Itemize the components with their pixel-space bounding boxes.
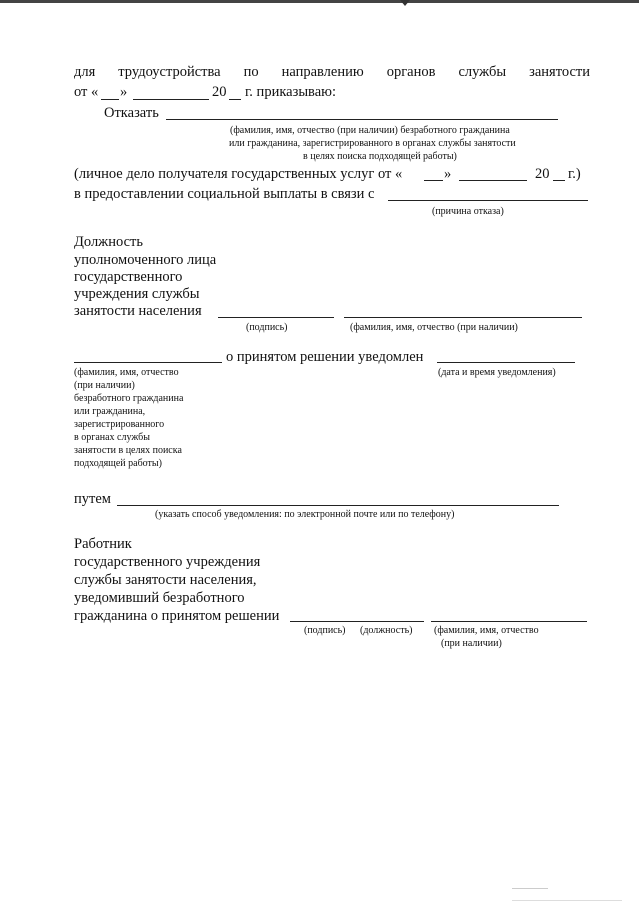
intro-day-blank[interactable]: [101, 99, 119, 100]
notified-caption-left-8: подходящей работы): [74, 458, 162, 469]
notified-text: о принятом решении уведомлен: [226, 349, 424, 365]
official-signature-blank[interactable]: [218, 317, 334, 318]
case-year-prefix: 20: [535, 166, 550, 182]
intro-word: направлению: [281, 64, 364, 80]
notified-date-blank[interactable]: [437, 362, 575, 363]
refuse-caption-2: или гражданина, зарегистрированного в органах службы занятости: [229, 138, 516, 149]
case-year-suffix: г.): [568, 166, 581, 182]
notified-caption-left-4: или гражданина,: [74, 406, 146, 417]
benefit-text: в предоставлении социальной выплаты в связи с: [74, 186, 375, 202]
refuse-label: Отказать: [104, 105, 159, 121]
intro-word: службы: [458, 64, 507, 80]
worker-position-caption: (должность): [360, 625, 413, 636]
scan-top-border: [0, 0, 639, 3]
intro-quote-close: »: [120, 84, 128, 100]
intro-order-text: г. приказываю:: [245, 84, 337, 100]
notified-caption-left-5: зарегистрированного: [74, 419, 165, 430]
official-name-caption: (фамилия, имя, отчество (при наличии): [350, 322, 518, 333]
intro-word: по: [243, 64, 259, 80]
intro-line-2-start: от «: [74, 84, 99, 100]
benefit-caption: (причина отказа): [432, 206, 504, 217]
notified-caption-right: (дата и время уведомления): [438, 367, 556, 378]
case-day-blank[interactable]: [424, 180, 443, 181]
benefit-reason-blank[interactable]: [388, 200, 588, 201]
worker-line-5: гражданина о принятом решении: [74, 608, 280, 624]
official-line-1: Должность: [74, 234, 143, 250]
refuse-name-blank[interactable]: [166, 119, 558, 120]
scan-artifact: [512, 888, 548, 889]
official-line-4: учреждения службы: [74, 286, 200, 302]
notified-caption-left-7: занятости в целях поиска: [74, 445, 182, 456]
worker-line-3: службы занятости населения,: [74, 572, 257, 588]
case-year-blank[interactable]: [553, 180, 565, 181]
method-label: путем: [74, 491, 111, 507]
case-month-blank[interactable]: [459, 180, 527, 181]
intro-word: для: [74, 64, 96, 80]
case-file-text: (личное дело получателя государственных услуг от «: [74, 166, 403, 182]
official-line-3: государственного: [74, 269, 183, 285]
notified-caption-left-2: (при наличии): [74, 380, 135, 391]
refuse-caption-1: (фамилия, имя, отчество (при наличии) безработного гражданина: [230, 125, 510, 136]
intro-year-blank[interactable]: [229, 99, 241, 100]
worker-line-2: государственного учреждения: [74, 554, 261, 570]
method-blank[interactable]: [117, 505, 559, 506]
official-line-5: занятости населения: [74, 303, 202, 319]
official-line-2: уполномоченного лица: [74, 252, 217, 268]
intro-word: занятости: [529, 64, 590, 80]
intro-word: органов: [386, 64, 436, 80]
worker-name-blank[interactable]: [431, 621, 587, 622]
notified-caption-left-3: безработного гражданина: [74, 393, 184, 404]
worker-signature-position-blank[interactable]: [290, 621, 424, 622]
intro-year-prefix: 20: [212, 84, 227, 100]
scan-top-mark: [400, 0, 410, 6]
refuse-caption-3: в целях поиска подходящей работы): [303, 151, 457, 162]
intro-month-blank[interactable]: [133, 99, 209, 100]
official-name-blank[interactable]: [344, 317, 582, 318]
method-caption: (указать способ уведомления: по электронной почте или по телефону): [155, 509, 455, 520]
notified-name-blank[interactable]: [74, 362, 222, 363]
scan-artifact: [512, 900, 622, 901]
intro-line-1: [74, 63, 590, 81]
case-quote-close: »: [444, 166, 452, 182]
notified-caption-left-6: в органах службы: [74, 432, 150, 443]
worker-line-1: Работник: [74, 536, 132, 552]
worker-line-4: уведомивший безработного: [74, 590, 245, 606]
worker-name-caption-1: (фамилия, имя, отчество: [434, 625, 539, 636]
notified-caption-left-1: (фамилия, имя, отчество: [74, 367, 179, 378]
intro-word: трудоустройства: [118, 64, 221, 80]
worker-signature-caption: (подпись): [304, 625, 346, 636]
official-signature-caption: (подпись): [246, 322, 288, 333]
worker-name-caption-2: (при наличии): [441, 638, 502, 649]
